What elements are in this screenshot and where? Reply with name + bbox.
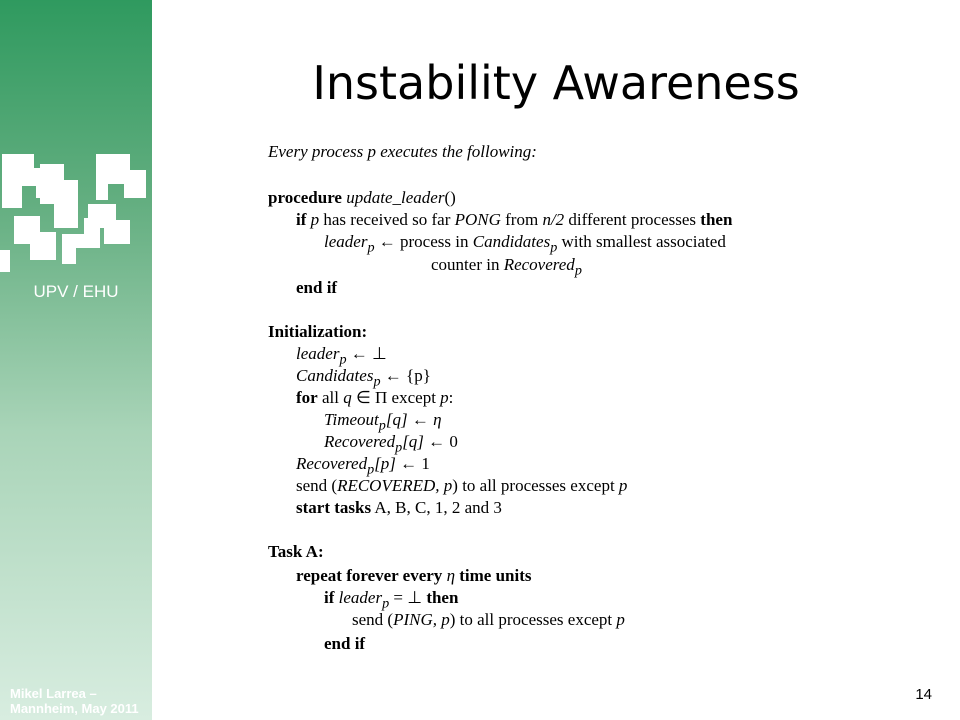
algo-task-a-end-if: end if <box>324 634 366 653</box>
algo-init-leader: leader$_p$ ← ⊥ <box>296 344 387 368</box>
algo-if-leader-bottom: if leader$_p$ = ⊥ then <box>324 588 459 612</box>
algo-send-ping: send (PING, p) to all processes except p <box>352 610 625 629</box>
university-label: UPV / EHU <box>33 282 119 301</box>
slide-title: Instability Awareness <box>312 56 800 110</box>
algo-start-tasks: start tasks A, B, C, 1, 2 and 3 <box>296 498 502 517</box>
algo-intro: Every process p executes the following: <box>268 142 537 161</box>
upv-ehu-logo <box>0 140 152 280</box>
algo-send-recovered: send (RECOVERED, p) to all processes except p <box>296 476 628 495</box>
algo-init-recovered-q: Recovered$_p$[q] ← 0 <box>324 432 458 456</box>
algo-init-candidates: Candidates$_p$ ← {p} <box>296 366 431 390</box>
sidebar <box>0 0 152 720</box>
algo-initialization-header: Initialization: <box>268 322 368 341</box>
algo-procedure-header: procedure update_leader() <box>268 188 456 207</box>
algo-task-a-header: Task A: <box>268 542 324 561</box>
page-number: 14 <box>915 686 932 703</box>
algo-for-loop: for all q ∈ Π except p: <box>296 388 454 407</box>
algo-if-condition: if p has received so far PONG from n/2 different processes then <box>296 210 733 229</box>
algo-leader-assignment: leader$_p$ ← process in Candidates$_p$ with smallest associated <box>324 232 726 256</box>
algo-counter-line: counter in Recovered$_p$ <box>431 255 582 279</box>
algo-end-if: end if <box>296 278 338 297</box>
footer-author-date: Mikel Larrea – Mannheim, May 2011 <box>10 686 139 716</box>
algo-init-timeout: Timeout$_p$[q] ← η <box>324 410 442 434</box>
algo-repeat-forever: repeat forever every η time units <box>296 566 532 585</box>
algo-init-recovered-p: Recovered$_p$[p] ← 1 <box>296 454 430 478</box>
